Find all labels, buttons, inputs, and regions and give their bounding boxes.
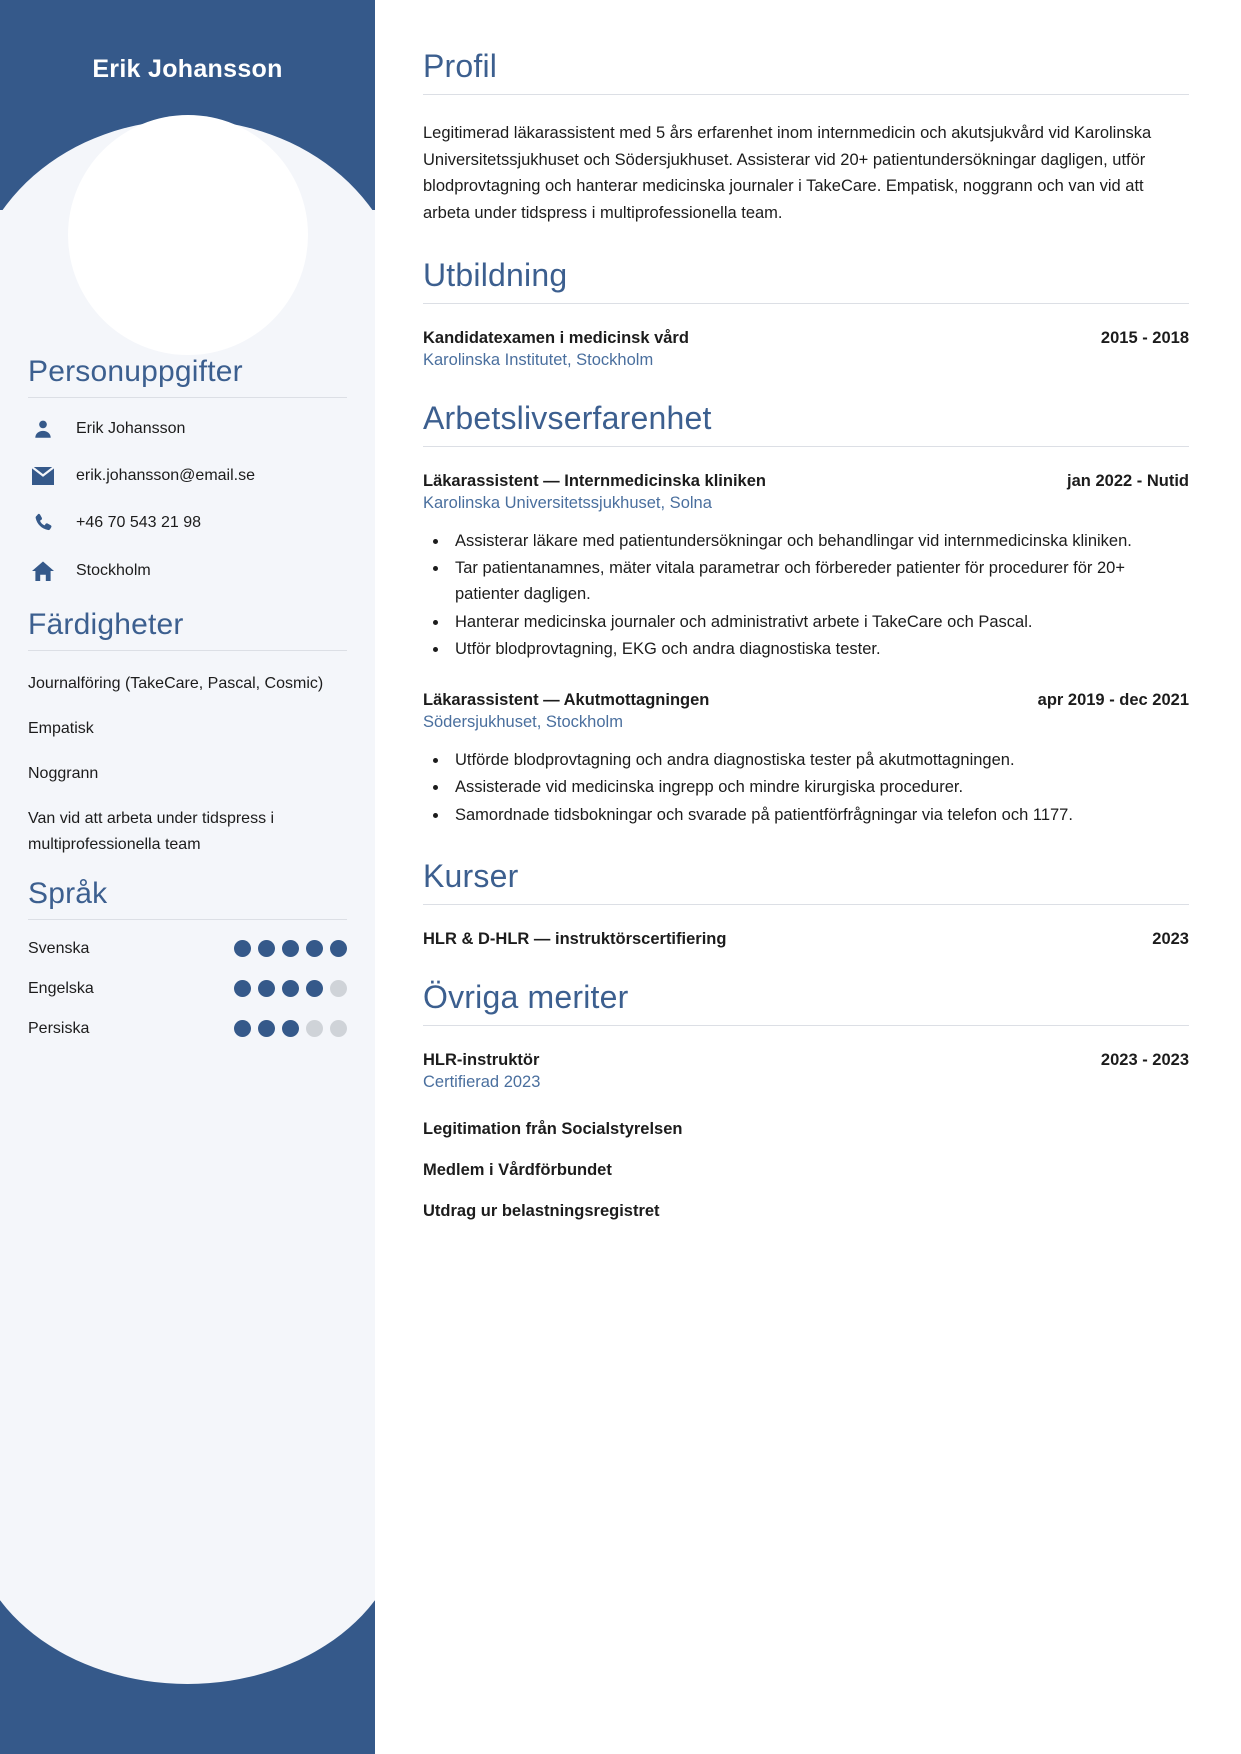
job-date: jan 2022 - Nutid — [1067, 471, 1189, 490]
entry-header — [423, 329, 1189, 348]
rating-dot-filled — [258, 940, 275, 957]
job-bullet: • Utförde blodprovtagning och andra diagnostiska tester på akutmottagningen. — [449, 748, 1189, 774]
rating-dot-filled — [258, 980, 275, 997]
contact-row-email[interactable] — [28, 466, 347, 486]
education-title: Kandidatexamen i medicinsk vård — [423, 328, 689, 347]
job-title: Läkarassistent — Internmedicinska kliniken — [423, 471, 766, 490]
merit-title: Utdrag ur belastningsregistret — [423, 1202, 660, 1221]
section-profile — [423, 48, 1189, 227]
language-name: Persiska — [28, 1019, 90, 1037]
contact-value-phone: +46 70 543 21 98 — [76, 514, 202, 531]
rating-dot-empty — [306, 1020, 323, 1037]
avatar-placeholder — [68, 115, 308, 355]
sidebar-footer-banner — [0, 1594, 375, 1754]
divider — [423, 303, 1189, 304]
merit-entry — [423, 1202, 1189, 1221]
entry-header — [423, 930, 1189, 949]
section-languages — [28, 877, 347, 1038]
entry-header — [423, 1051, 1189, 1070]
job-bullet-list — [449, 529, 1189, 663]
divider — [28, 650, 347, 651]
section-other-merits — [423, 979, 1189, 1221]
rating-dot-filled — [306, 980, 323, 997]
rating-dot-filled — [306, 940, 323, 957]
skill-item: Journalföring (TakeCare, Pascal, Cosmic) — [28, 675, 324, 692]
experience-entry — [423, 472, 1189, 663]
job-employer: Södersjukhuset, Stockholm — [423, 712, 623, 731]
skill-item: Empatisk — [28, 719, 94, 737]
section-heading-profile: Profil — [423, 48, 498, 84]
merit-date: 2023 - 2023 — [1100, 1051, 1189, 1070]
rating-dot-filled — [282, 980, 299, 997]
divider — [28, 919, 347, 920]
job-bullet-list — [449, 748, 1189, 829]
skill-item: Van vid att arbeta under tidspress i multiprofessionella team — [28, 809, 275, 853]
section-heading-languages: Språk — [28, 876, 108, 910]
profile-summary-text: Legitimerad läkarassistent med 5 års erfarenhet inom internmedicin och akutsjukvård vid Karolinska Universitetssjukhuset och Södersjukhuset. Assisterar vid 20+ patientundersökningar dagligen, utför blodprovtagning och hanterar medicinska journaler i TakeCare. Empatisk, noggrann och van vid att arbeta under tidspress i multiprofessionella team. — [423, 124, 1152, 223]
language-row — [28, 1020, 347, 1038]
job-bullet: • Hanterar medicinska journaler och administrativt arbete i TakeCare och Pascal. — [449, 610, 1189, 636]
section-heading-experience: Arbetslivserfarenhet — [423, 399, 712, 436]
person-icon — [28, 418, 58, 440]
job-bullet: • Utför blodprovtagning, EKG och andra diagnostiska tester. — [449, 637, 1189, 663]
course-title: HLR & D-HLR — instruktörscertifiering — [423, 930, 727, 949]
course-date: 2023 — [1152, 930, 1189, 949]
section-heading-skills: Färdigheter — [28, 608, 184, 641]
section-heading-education: Utbildning — [423, 256, 568, 293]
skill-item: Noggrann — [28, 764, 99, 782]
language-rating-dots — [234, 980, 347, 997]
merit-title: HLR-instruktör — [423, 1051, 540, 1070]
language-row — [28, 980, 347, 998]
rating-dot-empty — [330, 1020, 347, 1037]
contact-row-phone[interactable] — [28, 512, 347, 534]
job-bullet: • Assisterar läkare med patientundersökningar och behandlingar vid internmedicinska kliniken. — [449, 529, 1189, 555]
language-rating-dots — [234, 1020, 347, 1037]
course-entry — [423, 930, 1189, 949]
section-personal-details — [28, 355, 347, 582]
main-content — [375, 0, 1241, 1754]
candidate-name: Erik Johansson — [92, 55, 283, 83]
divider — [28, 397, 347, 398]
envelope-icon — [28, 466, 58, 486]
language-name: Svenska — [28, 939, 90, 957]
job-employer: Karolinska Universitetssjukhuset, Solna — [423, 493, 712, 512]
contact-value-location: Stockholm — [76, 562, 151, 579]
merit-entry — [423, 1051, 1189, 1092]
merit-entry — [423, 1120, 1189, 1139]
contact-row-name — [28, 418, 347, 440]
section-heading-personal: Personuppgifter — [28, 355, 243, 388]
job-date: apr 2019 - dec 2021 — [1037, 690, 1189, 709]
language-row — [28, 940, 347, 958]
contact-row-location — [28, 560, 347, 582]
footer-curve-decoration — [0, 1594, 375, 1684]
education-institution: Karolinska Institutet, Stockholm — [423, 350, 654, 369]
job-title: Läkarassistent — Akutmottagningen — [423, 690, 710, 709]
contact-value-name: Erik Johansson — [76, 420, 186, 437]
section-courses — [423, 858, 1189, 949]
education-entry — [423, 329, 1189, 370]
rating-dot-empty — [330, 980, 347, 997]
phone-icon — [28, 512, 58, 534]
contact-value-email: erik.johansson@email.se — [76, 467, 255, 484]
rating-dot-filled — [330, 940, 347, 957]
merit-entry — [423, 1161, 1189, 1180]
divider — [423, 94, 1189, 95]
divider — [423, 446, 1189, 447]
experience-entry — [423, 691, 1189, 829]
home-icon — [28, 560, 58, 582]
merit-title: Legitimation från Socialstyrelsen — [423, 1120, 683, 1139]
merit-title: Medlem i Vårdförbundet — [423, 1161, 612, 1180]
sidebar — [0, 0, 375, 1754]
education-date: 2015 - 2018 — [1100, 328, 1189, 347]
section-skills — [28, 608, 347, 858]
rating-dot-filled — [282, 940, 299, 957]
section-heading-other-merits: Övriga meriter — [423, 979, 629, 1016]
job-bullet: • Assisterade vid medicinska ingrepp och mindre kirurgiska procedurer. — [449, 775, 1189, 801]
language-name: Engelska — [28, 979, 94, 997]
rating-dot-filled — [258, 1020, 275, 1037]
section-heading-courses: Kurser — [423, 858, 519, 895]
entry-header — [423, 691, 1189, 710]
rating-dot-filled — [234, 980, 251, 997]
language-rating-dots — [234, 940, 347, 957]
entry-header — [423, 472, 1189, 491]
divider — [423, 1025, 1189, 1026]
rating-dot-filled — [234, 1020, 251, 1037]
section-experience — [423, 400, 1189, 829]
divider — [423, 904, 1189, 905]
rating-dot-filled — [234, 940, 251, 957]
rating-dot-filled — [282, 1020, 299, 1037]
merit-subtitle: Certifierad 2023 — [423, 1073, 541, 1092]
job-bullet: • Tar patientanamnes, mäter vitala parametrar och förbereder patienter för procedurer för 20+ patienter dagligen. — [449, 556, 1189, 607]
job-bullet: • Samordnade tidsbokningar och svarade på patientförfrågningar via telefon och 1177. — [449, 803, 1189, 829]
section-education — [423, 257, 1189, 370]
